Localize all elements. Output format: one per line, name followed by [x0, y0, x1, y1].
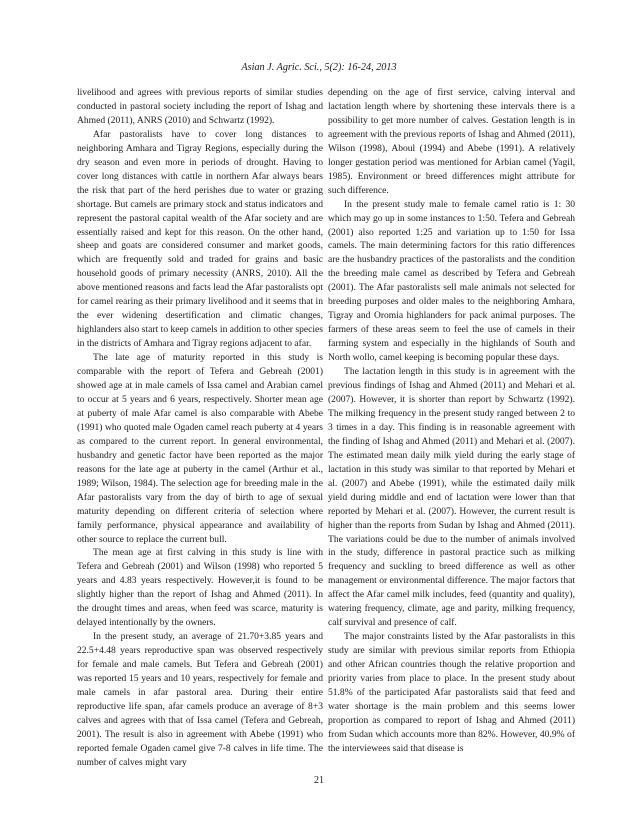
- body-paragraph: The major constraints listed by the Afar pastoralists in this study are similar with previous similar reports from Ethiopia and other African countries though the relative proportion and priority varies from place to place. In the present study about 51.8% of the participated Afar pastoralists said that feed and water shortage is the main problem and this seems lower proportion as compared to report of Ishag and Ahmed (2011) from Sudan which accounts more than 82%. However, 40.9% of the interviewees said that disease is: [328, 631, 575, 754]
- right-column: [328, 86, 575, 756]
- body-paragraph: The lactation length in this study is in agreement with the previous findings of Ishag and Ahmed (2011) and Mehari et al. (2007). However, it is shorter than report by Schwartz (1992). The milking frequency in the present study ranged between 2 to 3 times in a day. This finding is in reasonable agreement with the finding of Ishag and Ahmed (2011) and Mehari et al. (2007). The estimated mean daily milk yield during the early stage of lactation in this study was similar to that reported by Mehari et al. (2007) and Abebe (1991), while the estimated daily milk yield during middle and end of lactation were lower than that reported by Mehari et al. (2007). However, the current result is higher than the reports from Sudan by Ishag and Ahmed (2011). The variations could be due to the number of animals involved in the study, difference in pastoral practice such as milking frequency and suckling to breed difference as well as other management or environmental difference. The major factors that affect the Afar camel milk includes, feed (quantity and quality), watering frequency, climate, age and parity, milking frequency, calf survival and presence of calf.: [328, 366, 575, 629]
- body-paragraph: The mean age at first calving in this study is line with Tefera and Gebreah (2001) and Wilson (1998) who reported 5 years and 4.83 years respectively. However,it is found to be slightly higher than the report of Ishag and Ahmed (2011). In the drought times and areas, when feed was scarce, maturity is delayed intentionally by the owners.: [77, 547, 323, 629]
- body-paragraph: Afar pastoralists have to cover long distances to neighboring Amhara and Tigray Regions, especially during the dry season and even more in periods of drought. Having to cover long distances with cattle in northern Afar always bears the risk that part of the herd perishes due to water or grazing shortage. But camels are primary stock and status indicators and represent the pastoral capital wealth of the Afar society and are essentially raised and kept for this reason. On the other hand, sheep and goats are considered consumer and market goods, which are frequently sold and traded for grains and basic household goods of primary necessity (ANRS, 2010). All the above mentioned reasons and facts lead the Afar pastoralists opt for camel rearing as their primary livelihood and it seems that in the ever widening desertification and climatic changes, highlanders also start to keep camels in addition to other species in the districts of Amhara and Tigray regions adjacent to afar.: [77, 128, 323, 350]
- body-paragraph: In the present study male to female camel ratio is 1: 30 which may go up in some instances to 1:50. Tefera and Gebreah (2001) also reported 1:25 and variation up to 1:50 for Issa camels. The main determining factors for this ratio differences are the husbandry practices of the pastoralists and the condition the breeding male camel as described by Tefera and Gebreah (2001). The Afar pastoralists sell male animals not selected for breeding purposes and older males to the neighboring Amhara, Tigray and Oromia highlanders for pack animal purposes. The farmers of these areas seem to feel the use of camels in their farming system and especially in the highlands of South and North wollo, camel keeping is becoming popular these days.: [328, 198, 575, 364]
- page-number: 21: [314, 775, 324, 786]
- left-column: [77, 86, 323, 770]
- running-header: Asian J. Agric. Sci., 5(2): 16-24, 2013: [241, 62, 397, 73]
- body-paragraph: depending on the age of first service, calving interval and lactation length where by shortening these intervals there is a possibility to get more number of calves. Gestation length is in agreement with the previous reports of Ishag and Ahmed (2011), Wilson (1998), Aboul (1994) and Abebe (1991). A relatively longer gestation period was mentioned for Arbian camel (Yagil, 1985). Environment or breed differences might attribute for such difference.: [328, 87, 575, 196]
- body-paragraph: In the present study, an average of 21.70+3.85 years and 22.5+4.48 years reproductive span was observed respectively for female and male camels. But Tefera and Gebreah (2001) was reported 15 years and 10 years, respectively for female and male camels in afar pastoral area. During their entire reproductive life span, afar camels produce an average of 8+3 calves and agrees with that of Issa camel (Tefera and Gebreah, 2001). The result is also in agreement with Abebe (1991) who reported female Ogaden camel give 7-8 calves in life time. The number of calves might vary: [77, 631, 323, 768]
- body-paragraph: The late age of maturity reported in this study is comparable with the report of Tefera and Gebreah (2001) showed age at in male camels of Issa camel and Arabian camel to occur at 5 years and 6 years, respectively. Shorter mean age at puberty of male Afar camel is also comparable with Abebe (1991) who quoted male Ogaden camel reach puberty at 4 years as compared to the current report. In general environmental, husbandry and genetic factor have been reported as the major reasons for the late age at puberty in the camel (Arthur et al., 1989; Wilson, 1984). The selection age for breeding male in the Afar pastoralists vary from the day of birth to age of sexual maturity depending on different criteria of selection where family performance, physical appearance and availability of other source to replace the current bull.: [77, 352, 323, 545]
- body-paragraph: livelihood and agrees with previous reports of similar studies conducted in pastoral society including the report of Ishag and Ahmed (2011), ANRS (2010) and Schwartz (1992).: [77, 87, 323, 126]
